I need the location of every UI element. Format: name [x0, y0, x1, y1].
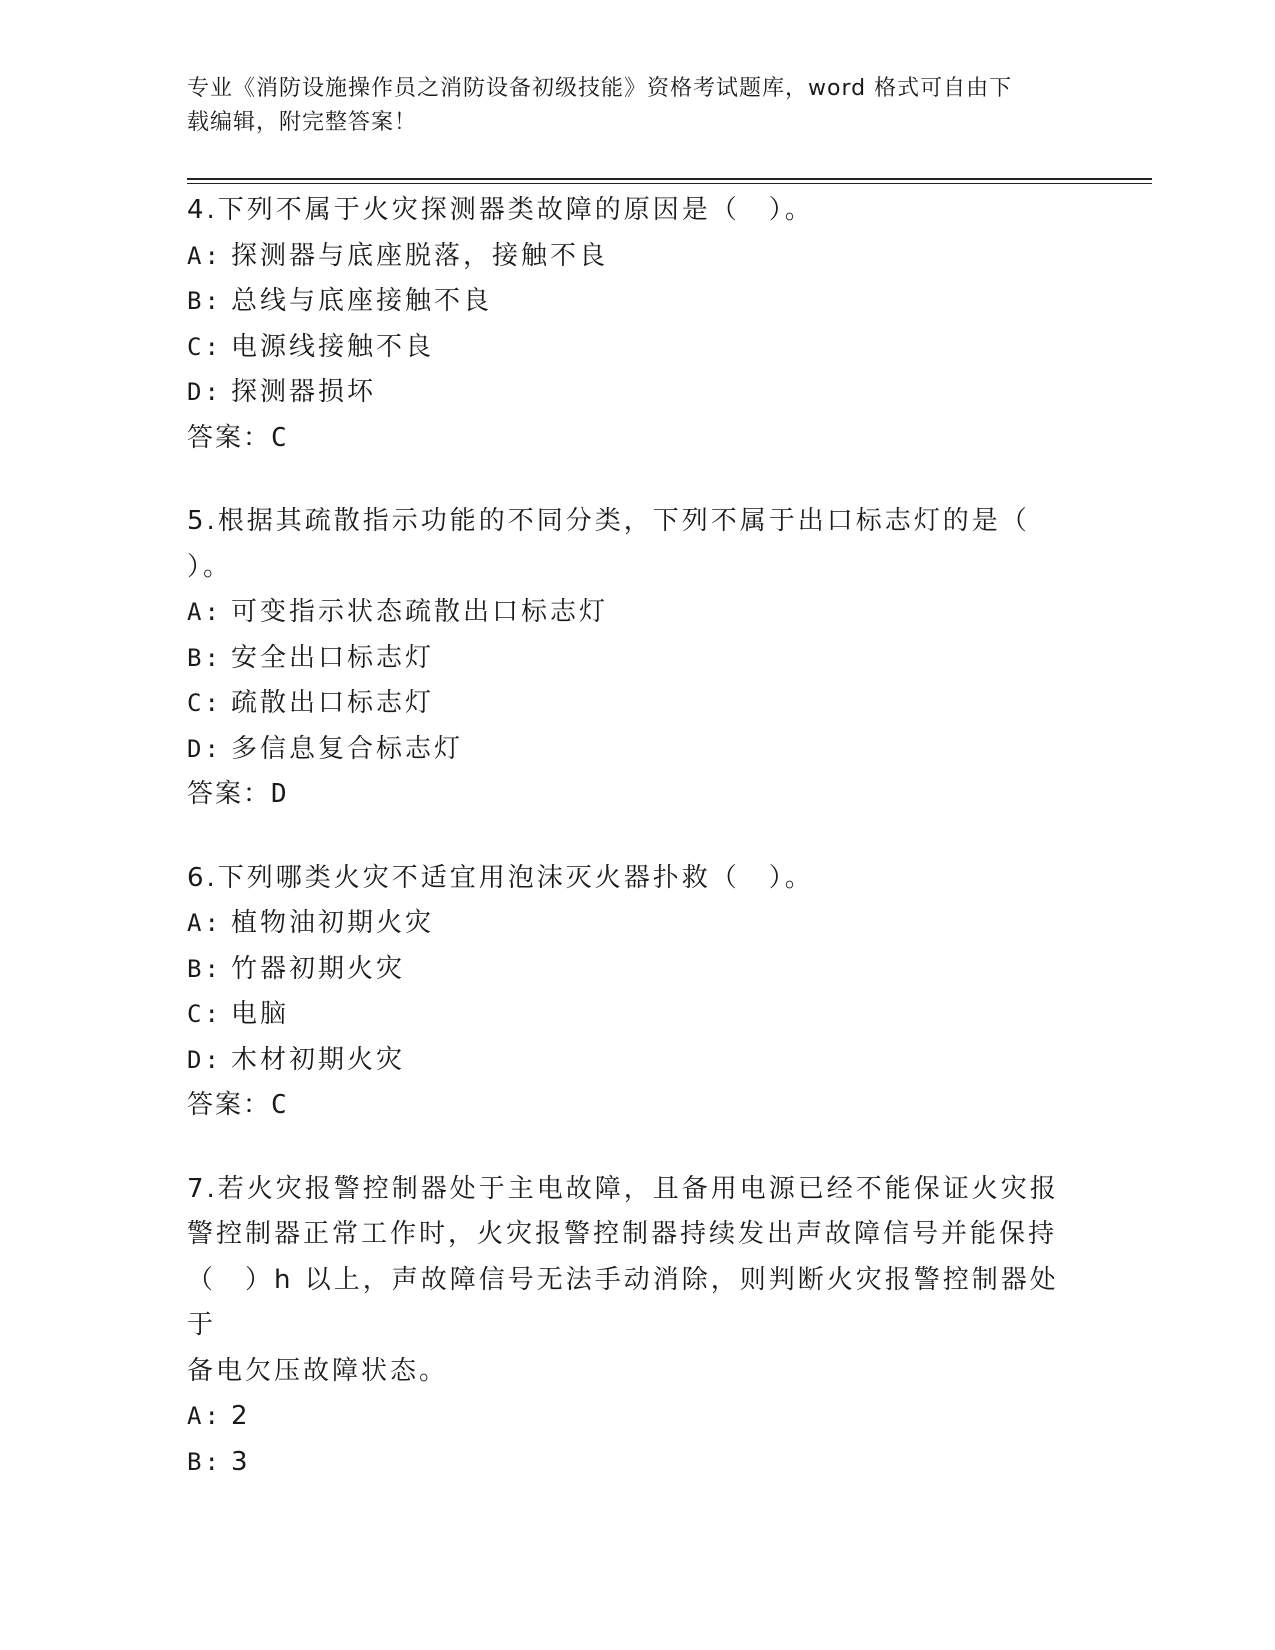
option-text: 木材初期火灾 — [231, 1044, 406, 1075]
option-b — [187, 636, 1087, 682]
option-d — [187, 727, 1087, 773]
option-text: 探测器与底座脱落，接触不良 — [231, 240, 609, 271]
option-text: 3 — [231, 1446, 251, 1477]
option-text: 探测器损坏 — [231, 377, 377, 407]
option-text: 电脑 — [231, 999, 290, 1029]
question-stem: 5.根据其疏散指示功能的不同分类，下列不属于出口标志灯的是（ — [187, 506, 1030, 536]
question-stem: 7.若火灾报警控制器处于主电故障，且备用电源已经不能保证火灾报 — [187, 1173, 1059, 1204]
question-stem-continued: （ ）h 以上，声故障信号无法手动消除，则判断火灾报警控制器处于 — [187, 1264, 1059, 1340]
answer-label: 答案： — [187, 1090, 272, 1120]
option-text: 竹器初期火灾 — [231, 953, 406, 984]
question-stem-continued: 备电欠压故障状态。 — [187, 1355, 449, 1386]
option-key: C: — [187, 332, 222, 361]
option-key: D: — [187, 734, 222, 763]
option-a — [187, 590, 1087, 636]
question-stem: 4.下列不属于火灾探测器类故障的原因是（ ）。 — [187, 195, 814, 225]
option-key: B: — [187, 643, 222, 672]
option-a — [187, 1394, 1087, 1440]
option-key: A: — [187, 909, 222, 937]
option-key: C: — [187, 689, 222, 717]
answer-line — [187, 1083, 1087, 1129]
header-line-2: 载编辑，附完整答案！ — [187, 110, 418, 135]
option-text: 植物油初期火灾 — [231, 908, 435, 938]
option-key: A: — [187, 598, 222, 626]
question-7 — [187, 1167, 1087, 1486]
option-a — [187, 234, 1087, 280]
option-d — [187, 1038, 1087, 1084]
option-b — [187, 1440, 1087, 1486]
option-b — [187, 947, 1087, 993]
option-text: 电源线接触不良 — [231, 331, 435, 362]
question-stem-continued: ）。 — [187, 551, 233, 582]
answer-label: 答案： — [187, 422, 272, 453]
option-text: 疏散出口标志灯 — [231, 688, 435, 718]
option-key: B: — [187, 954, 222, 983]
option-c — [187, 992, 1087, 1038]
option-key: D: — [187, 1045, 222, 1074]
answer-value: D — [271, 779, 289, 809]
question-5 — [187, 499, 1087, 818]
option-a — [187, 901, 1087, 947]
document-header — [187, 72, 1087, 140]
question-4 — [187, 188, 1087, 461]
option-key: B: — [187, 287, 222, 315]
option-d — [187, 370, 1087, 416]
option-key: A: — [187, 1402, 222, 1430]
option-text: 可变指示状态疏散出口标志灯 — [231, 597, 609, 627]
answer-value: C — [271, 1090, 289, 1120]
option-key: C: — [187, 1000, 222, 1028]
header-divider-thin — [187, 183, 1152, 184]
option-text: 多信息复合标志灯 — [231, 733, 464, 764]
option-c — [187, 681, 1087, 727]
option-key: A: — [187, 241, 222, 270]
option-key: B: — [187, 1447, 222, 1476]
question-6 — [187, 856, 1087, 1129]
question-stem-continued: 警控制器正常工作时，火灾报警控制器持续发出声故障信号并能保持 — [187, 1219, 1058, 1249]
option-text: 安全出口标志灯 — [231, 642, 435, 673]
question-list — [187, 188, 1087, 1523]
option-key: D: — [187, 378, 222, 406]
answer-line — [187, 416, 1087, 462]
header-divider-thick — [187, 178, 1152, 180]
option-text: 总线与底座接触不良 — [231, 286, 493, 316]
header-line-1: 专业《消防设施操作员之消防设备初级技能》资格考试题库，word 格式可自由下 — [187, 76, 1013, 101]
answer-label: 答案： — [187, 779, 272, 809]
answer-line — [187, 772, 1087, 818]
option-text: 2 — [231, 1401, 251, 1431]
option-c — [187, 325, 1087, 371]
option-b — [187, 279, 1087, 325]
question-stem: 6.下列哪类火灾不适宜用泡沫灭火器扑救（ ）。 — [187, 862, 814, 893]
answer-value: C — [271, 422, 289, 453]
